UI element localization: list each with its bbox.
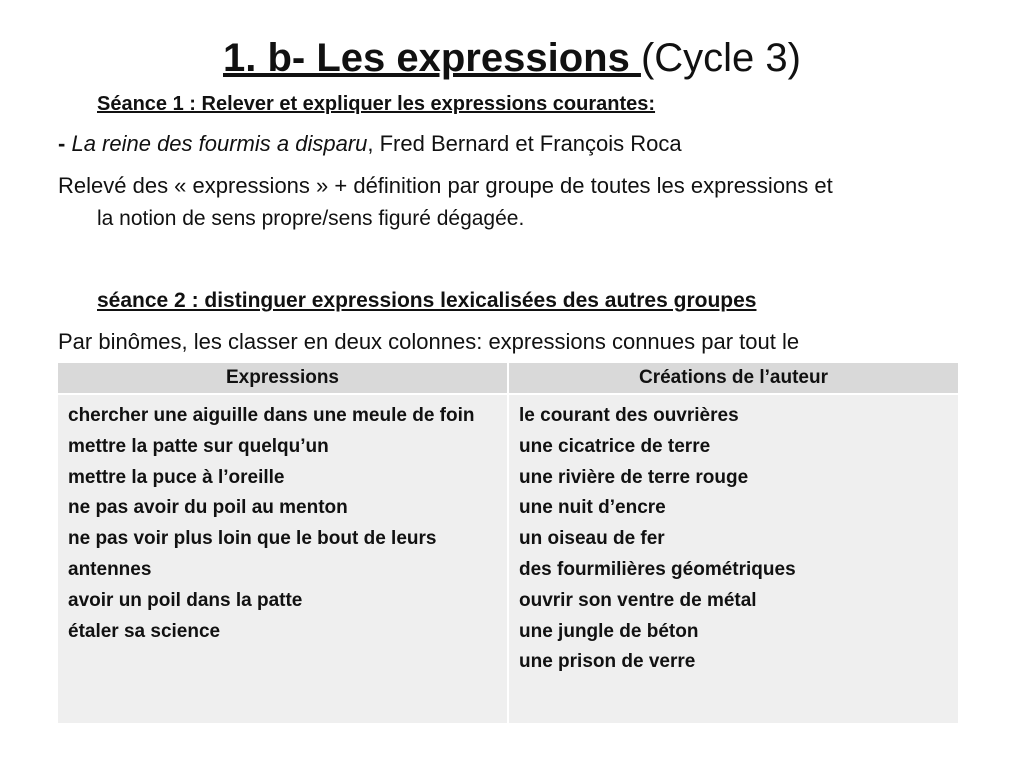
expressions-table (56, 361, 960, 725)
expression-item: avoir un poil dans la patte (68, 589, 303, 611)
slide-title-main: 1. b- Les expressions (223, 36, 641, 80)
creations-cell (508, 394, 959, 724)
seance-2-heading: séance 2 : distinguer expressions lexicalisées des autres groupes (97, 289, 757, 312)
creation-item: ouvrir son ventre de métal (519, 589, 757, 611)
slide-title-cycle: (Cycle 3) (640, 36, 801, 80)
table-row (57, 394, 959, 724)
expression-item: ne pas avoir du poil au menton (68, 497, 348, 519)
description-line-1: Relevé des « expressions » + définition par groupe de toutes les expressions et (58, 173, 833, 198)
expression-item: étaler sa science (68, 620, 221, 642)
creation-item: des fourmilières géométriques (519, 558, 796, 580)
description-line-2: la notion de sens propre/sens figuré dégagée. (97, 207, 525, 230)
seance-1-heading: Séance 1 : Relever et expliquer les expressions courantes: (97, 93, 656, 115)
table-header-row (57, 362, 959, 394)
slide-title (0, 30, 1024, 86)
creation-item: un oiseau de fer (519, 528, 665, 550)
expression-item: mettre la puce à l’oreille (68, 466, 285, 488)
expression-item: mettre la patte sur quelqu’un (68, 435, 329, 457)
header-expressions: Expressions (57, 362, 508, 394)
expression-item: ne pas voir plus loin que le bout de leurs antennes (68, 528, 437, 580)
creation-item: une cicatrice de terre (519, 435, 711, 457)
seance-2-intro: Par binômes, les classer en deux colonnes: expressions connues par tout le (58, 329, 800, 354)
expressions-cell (57, 394, 508, 724)
creation-item: une rivière de terre rouge (519, 466, 749, 488)
book-reference (58, 130, 682, 158)
creation-item: une nuit d’encre (519, 497, 666, 519)
expression-item: chercher une aiguille dans une meule de foin (68, 405, 475, 426)
creation-item: une prison de verre (519, 651, 696, 673)
creation-item: une jungle de béton (519, 620, 699, 642)
header-creations: Créations de l’auteur (508, 362, 959, 394)
book-title: La reine des fourmis a disparu (71, 131, 368, 156)
creation-item: le courant des ouvrières (519, 405, 739, 426)
book-dash: - (58, 131, 72, 156)
book-authors: , Fred Bernard et François Roca (367, 131, 682, 156)
